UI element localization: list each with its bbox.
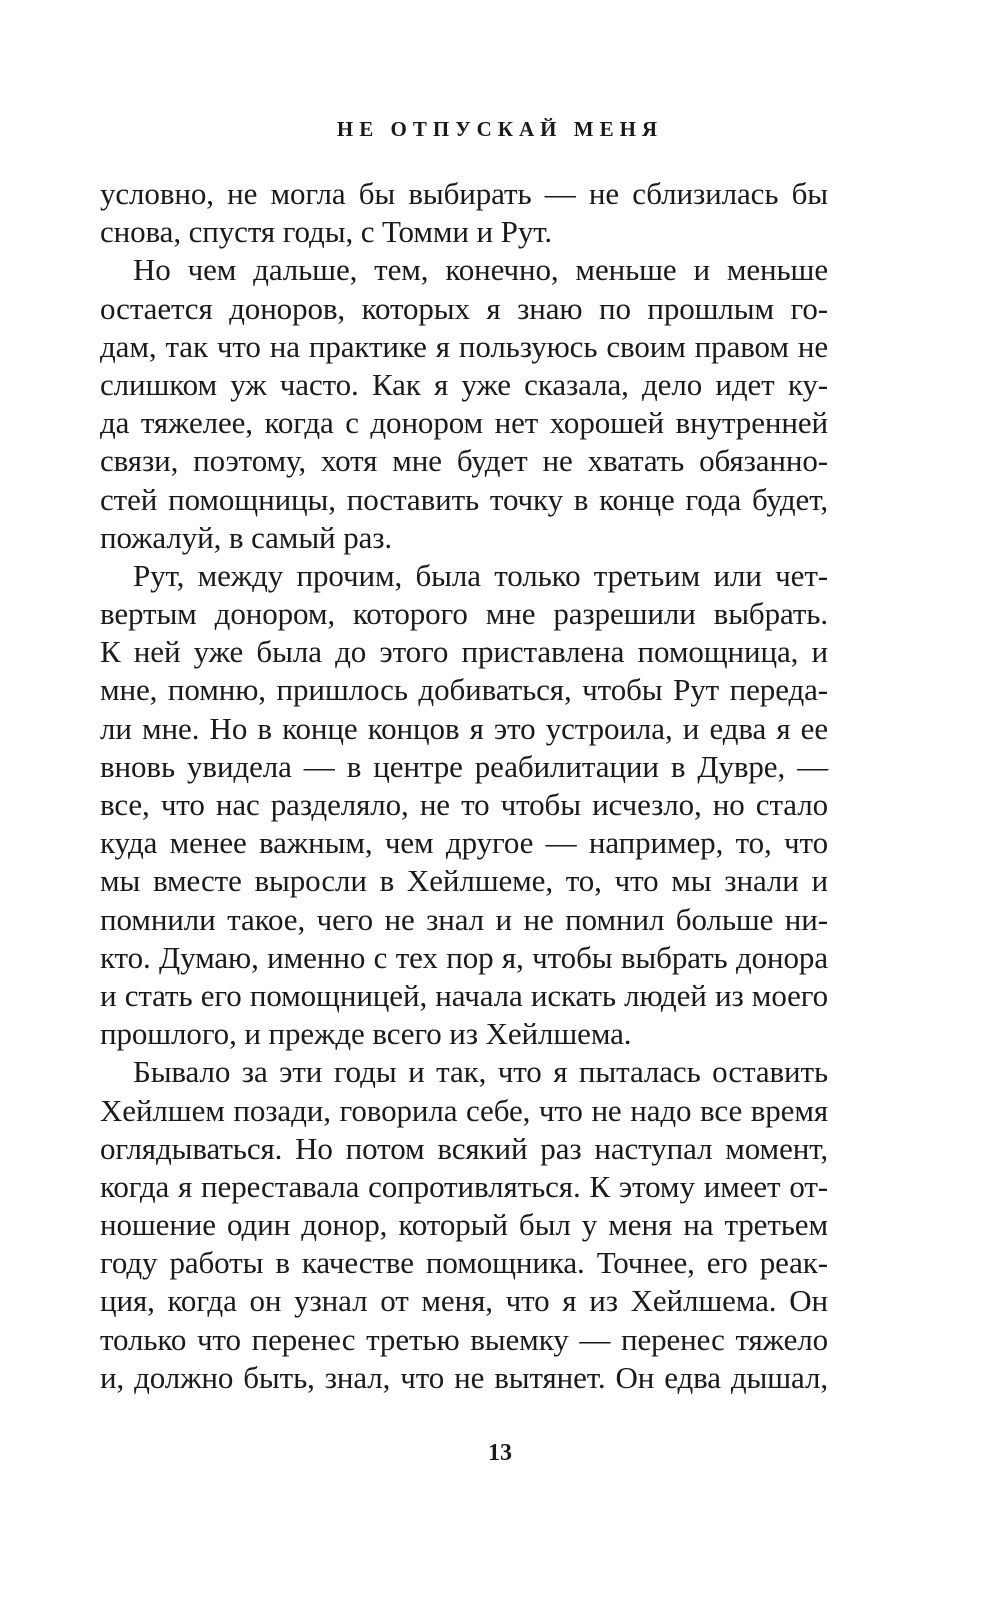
text-line: да тяжелее, когда с донором нет хорошей внутренней [100, 405, 828, 441]
text-line: остается доноров, которых я знаю по прошлым го- [100, 290, 828, 326]
text-line: оглядываться. Но потом всякий раз наступал момент, [100, 1130, 828, 1166]
text-line: только что перенес третью выемку — перенес тяжело [100, 1321, 828, 1357]
text-line: связи, поэтому, хотя мне будет не хватать обязанно- [100, 443, 828, 479]
text-line: и стать его помощницей, начала искать людей из моего [100, 977, 828, 1013]
text-line: все, что нас разделяло, не то чтобы исчезло, но стало [100, 787, 828, 822]
text-line: условно, не могла бы выбирать — не сблизилась бы [100, 176, 828, 211]
text-line: Хейлшем позади, говорила себе, что не надо все время [100, 1092, 828, 1128]
text-line: вертым донором, которого мне разрешили выбрать. [100, 596, 828, 632]
text-line: куда менее важным, чем другое — например, то, что [100, 825, 828, 861]
text-line: стей помощницы, поставить точку в конце года будет, [100, 481, 828, 517]
page-number: 13 [488, 1440, 512, 1466]
text-line: дам, так что на практике я пользуюсь своим правом не [100, 328, 828, 364]
text-line: Но чем дальше, тем, конечно, меньше и меньше [133, 252, 828, 288]
text-line: вновь увидела — в центре реабилитации в Дувре, — [100, 748, 828, 784]
text-line: ношение один донор, который был у меня на третьем [100, 1207, 828, 1243]
text-line: году работы в качестве помощника. Точнее, его реак- [100, 1245, 828, 1281]
text-line: кто. Думаю, именно с тех пор я, чтобы выбрать донора [100, 939, 828, 975]
text-line: слишком уж часто. Как я уже сказала, дело идет ку- [100, 366, 828, 402]
text-line: снова, спустя годы, с Томми и Рут. [100, 214, 552, 250]
text-line: помнили такое, чего не знал и не помнил больше ни- [100, 901, 828, 937]
text-line: ли мне. Но в конце концов я это устроила, и едва я ее [100, 710, 828, 746]
text-line: Рут, между прочим, была только третьим или чет- [133, 557, 828, 593]
text-line: ция, когда он узнал от меня, что я из Хейлшема. Он [100, 1283, 828, 1319]
text-line: мы вместе выросли в Хейлшеме, то, что мы знали и [100, 863, 828, 899]
text-line: Бывало за эти годы и так, что я пыталась оставить [133, 1054, 828, 1090]
text-line: пожалуй, в самый раз. [100, 519, 393, 555]
text-line: К ней уже была до этого приставлена помощница, и [100, 634, 828, 670]
body-text [100, 175, 828, 1397]
text-line: прошлого, и прежде всего из Хейлшема. [100, 1016, 632, 1052]
text-line: и, должно быть, знал, что не вытянет. Он едва дышал, [100, 1359, 828, 1395]
running-header: НЕ ОТПУСКАЙ МЕНЯ [336, 117, 664, 141]
text-line: когда я переставала сопротивляться. К этому имеет от- [100, 1168, 828, 1204]
text-line: мне, помню, пришлось добиваться, чтобы Рут переда- [100, 672, 828, 708]
